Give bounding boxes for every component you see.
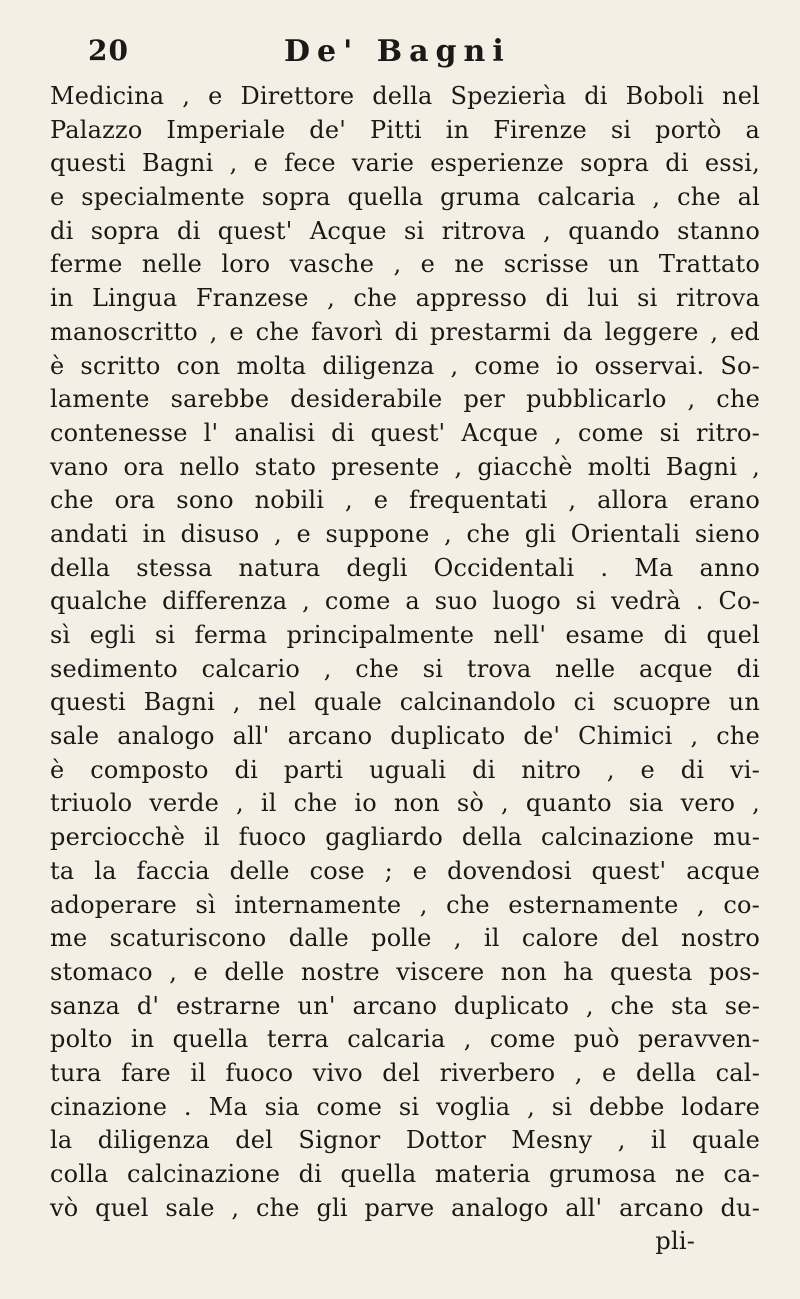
text-line: sanza d' estrarne un' arcano duplicato , che sta se- (50, 991, 760, 1020)
text-line: la diligenza del Signor Dottor Mesny , il quale (50, 1126, 760, 1155)
text-line: stomaco , e delle nostre viscere non ha questa pos- (50, 957, 760, 986)
page-number: 20 (88, 34, 129, 67)
text-line: adoperare sì internamente , che esternamente , co- (50, 890, 760, 919)
text-line: Palazzo Imperiale de' Pitti in Firenze si portò a (50, 115, 760, 144)
running-head: De' Bagni (284, 34, 511, 69)
text-line: tura fare il fuoco vivo del riverbero , e della cal- (50, 1058, 760, 1087)
text-line: questi Bagni , nel quale calcinandolo ci scuopre un (50, 688, 760, 717)
text-line: sedimento calcario , che si trova nelle acque di (50, 654, 760, 683)
catchword: pli- (655, 1227, 695, 1256)
text-line: qualche differenza , come a suo luogo si vedrà . Co- (50, 587, 760, 616)
text-line: vò quel sale , che gli parve analogo all' arcano du- (50, 1193, 760, 1222)
text-line: in Lingua Franzese , che appresso di lui si ritrova (50, 284, 760, 313)
text-line: che ora sono nobili , e frequentati , allora erano (50, 486, 760, 515)
text-line: è composto di parti uguali di nitro , e di vi- (50, 755, 760, 784)
text-line: è scritto con molta diligenza , come io osservai. So- (50, 351, 760, 380)
text-line: cinazione . Ma sia come si voglia , si debbe lodare (50, 1092, 760, 1121)
text-line: Medicina , e Direttore della Spezierìa di Boboli nel (50, 82, 760, 110)
text-line: me scaturiscono dalle polle , il calore del nostro (50, 924, 760, 953)
text-line: questi Bagni , e fece varie esperienze sopra di essi, (50, 149, 760, 178)
text-line: andati in disuso , e suppone , che gli Orientali sieno (50, 519, 760, 548)
page-header (88, 34, 748, 78)
text-line: della stessa natura degli Occidentali . Ma anno (50, 553, 760, 582)
text-line: colla calcinazione di quella materia grumosa ne ca- (50, 1160, 760, 1188)
text-line: ferme nelle loro vasche , e ne scrisse un Trattato (50, 250, 760, 279)
text-line: sì egli si ferma principalmente nell' esame di quel (50, 621, 760, 649)
text-line: manoscritto , e che favorì di prestarmi da leggere , ed (50, 317, 760, 346)
text-line: triuolo verde , il che io non sò , quanto sia vero , (50, 789, 760, 818)
text-line: ta la faccia delle cose ; e dovendosi quest' acque (50, 856, 760, 885)
text-line: contenesse l' analisi di quest' Acque , come si ritro- (50, 418, 760, 447)
text-line: perciocchè il fuoco gagliardo della calcinazione mu- (50, 823, 760, 852)
text-line: e specialmente sopra quella gruma calcaria , che al (50, 183, 760, 212)
text-line: vano ora nello stato presente , giacchè molti Bagni , (50, 452, 760, 481)
text-line: lamente sarebbe desiderabile per pubblicarlo , che (50, 385, 760, 414)
body-text (50, 80, 760, 1259)
text-line: polto in quella terra calcaria , come può peravven- (50, 1025, 760, 1054)
text-line: di sopra di quest' Acque si ritrova , quando stanno (50, 216, 760, 245)
text-line: sale analogo all' arcano duplicato de' Chimici , che (50, 722, 760, 751)
